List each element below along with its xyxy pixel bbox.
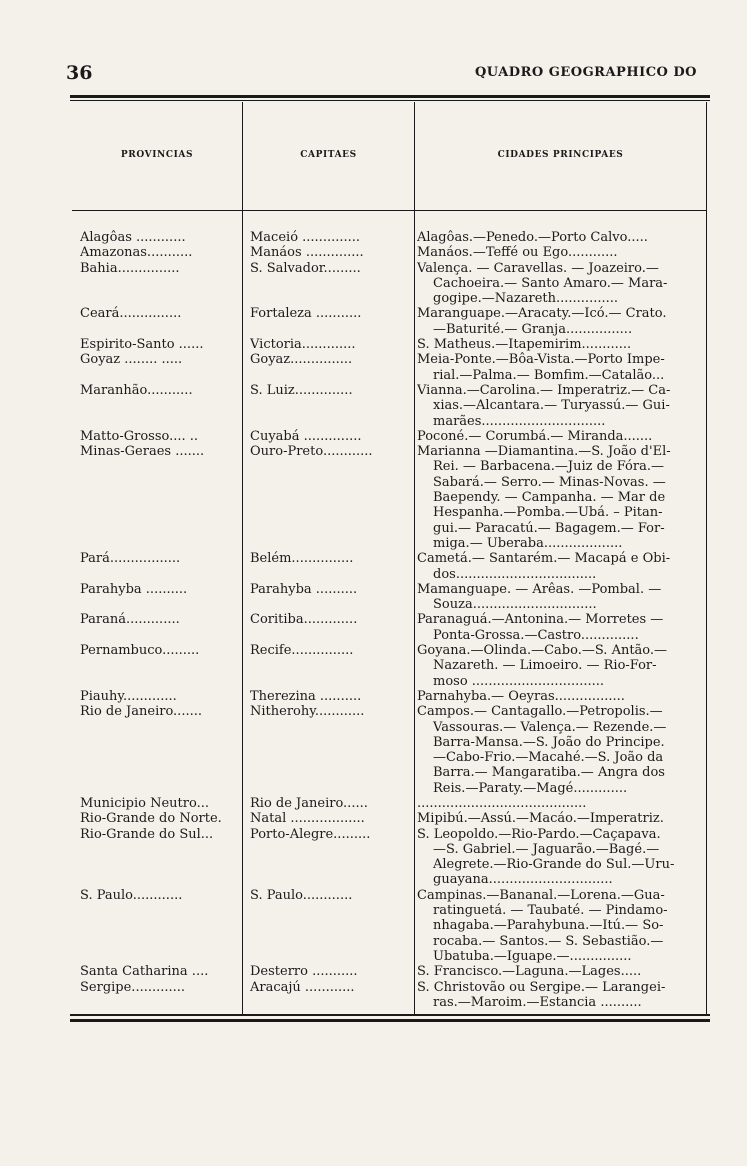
province-cell: Piauhy............. — [80, 688, 177, 704]
header-rule — [72, 210, 706, 211]
province-cell — [80, 857, 240, 872]
province-cell: Minas-Geraes ....... — [80, 444, 205, 460]
province-cell: Paraná............. — [80, 612, 180, 628]
cities-cell: miga.— Uberaba................... — [433, 535, 623, 551]
province-cell — [80, 459, 240, 474]
capital-cell — [250, 475, 412, 490]
province-cell — [80, 903, 240, 918]
capital-cell: Porto-Alegre......... — [250, 826, 371, 842]
top-double-rule — [70, 95, 710, 98]
province-cell — [80, 872, 240, 887]
province-cell: S. Paulo............ — [80, 887, 183, 903]
capital-cell: Natal .................. — [250, 811, 365, 827]
cities-cell: —Cabo-Frio.—Macahé.—S. João da — [433, 750, 664, 766]
capital-cell — [250, 291, 412, 306]
cities-cell: Campinas.—Bananal.—Lorena.—Gua- — [417, 887, 665, 903]
province-cell: Rio-Grande do Sul... — [80, 826, 214, 842]
cities-cell: S. Francisco.—Laguna.—Lages..... — [417, 964, 642, 980]
province-cell: Alagôas ............ — [80, 230, 186, 245]
province-cell: Municipio Neutro... — [80, 795, 209, 811]
capital-cell: Fortaleza ........... — [250, 306, 362, 322]
column-divider — [242, 102, 243, 1014]
cities-cell: Barra-Mansa.—S. João do Principe. — [433, 734, 665, 750]
cities-cell: gogipe.—Nazareth............... — [433, 291, 618, 307]
geographic-table — [72, 102, 708, 1014]
capital-cell: Goyaz............... — [250, 352, 353, 368]
cities-cell: ratinguetá. — Taubaté. — Pindamo- — [433, 903, 668, 919]
capital-cell — [250, 597, 412, 612]
capital-cell: Recife............... — [250, 643, 354, 659]
capital-cell: Aracajú ............ — [250, 979, 355, 995]
province-cell — [80, 597, 240, 612]
cities-cell: Baependy. — Campanha. — Mar de — [433, 490, 666, 506]
cities-cell: Ponta-Grossa.—Castro.............. — [433, 627, 639, 643]
capital-cell — [250, 857, 412, 872]
province-cell: Bahia............... — [80, 260, 180, 276]
cities-cell: Cachoeira.— Santo Amaro.— Mara- — [433, 275, 668, 291]
cities-cell: Marianna —Diamantina.—S. João d'El- — [417, 444, 671, 460]
capital-cell: S. Paulo............ — [250, 887, 353, 903]
cities-cell: Sabará.— Serro.— Minas-Novas. — — [433, 474, 666, 490]
capital-cell — [250, 720, 412, 735]
cities-cell: Barra.— Mangaratiba.— Angra dos — [433, 765, 665, 781]
province-cell: Pará................. — [80, 551, 181, 567]
capital-cell: Maceió .............. — [250, 230, 361, 245]
cities-cell: Valença. — Caravellas. — Joazeiro.— — [417, 260, 659, 276]
capital-cell — [250, 949, 412, 964]
cities-cell: Maranguape.—Aracaty.—Icó.— Crato. — [417, 306, 667, 322]
province-cell — [80, 291, 240, 306]
cities-cell: Poconé.— Corumbá.— Miranda....... — [417, 428, 653, 444]
province-cell: Parahyba .......... — [80, 581, 188, 597]
capital-cell: Nitherohy............ — [250, 704, 365, 720]
capital-cell — [250, 521, 412, 536]
capital-cell — [250, 934, 412, 949]
bottom-double-rule — [70, 1019, 710, 1022]
province-cell — [80, 995, 240, 1010]
province-cell: Amazonas........... — [80, 245, 193, 261]
capital-cell: Parahyba .......... — [250, 581, 358, 597]
province-cell — [80, 368, 240, 383]
bottom-thin-rule — [70, 1014, 710, 1016]
capital-cell: Belém............... — [250, 551, 354, 567]
province-cell — [80, 842, 240, 857]
cities-cell: Hespanha.—Pomba.—Ubá. – Pitan- — [433, 505, 663, 521]
cities-cell: ......................................... — [417, 795, 587, 811]
capital-cell: Ouro-Preto............ — [250, 444, 373, 460]
capital-cell: Rio de Janeiro...... — [250, 795, 368, 811]
cities-cell: ras.—Maroim.—Estancia .......... — [433, 994, 642, 1010]
capital-cell — [250, 842, 412, 857]
capital-cell — [250, 368, 412, 383]
province-cell — [80, 765, 240, 780]
cities-cell: xias.—Alcantara.— Turyassú.— Gui- — [433, 398, 670, 414]
capital-cell: Victoria............. — [250, 337, 356, 353]
page-number: 36 — [66, 62, 93, 84]
province-cell — [80, 398, 240, 413]
province-cell: Espirito-Santo ...... — [80, 337, 204, 353]
province-cell — [80, 505, 240, 520]
cities-cell: Campos.— Cantagallo.—Petropolis.— — [417, 704, 663, 720]
province-cell — [80, 781, 240, 796]
cities-cell: Cametá.— Santarém.— Macapá e Obi- — [417, 551, 671, 567]
province-cell — [80, 628, 240, 643]
province-cell: Goyaz ........ ..... — [80, 352, 183, 368]
province-cell — [80, 322, 240, 337]
cities-cell: Vassouras.— Valença.— Rezende.— — [433, 719, 667, 735]
cities-cell: Goyana.—Olinda.—Cabo.—S. Antão.— — [417, 643, 668, 659]
cities-cell: —S. Gabriel.— Jaguarão.—Bagé.— — [433, 841, 660, 857]
cities-cell: Alegrete.—Rio-Grande do Sul.—Uru- — [433, 857, 675, 873]
capital-cell — [250, 918, 412, 933]
cities-cell: Reis.—Paraty.—Magé............. — [433, 780, 628, 796]
cities-cell: gui.— Paracatú.— Bagagem.— For- — [433, 520, 665, 536]
capital-cell — [250, 490, 412, 505]
capital-cell: Cuyabá .............. — [250, 428, 362, 444]
cities-cell: S. Matheus.—Itapemirim............ — [417, 337, 632, 353]
capital-cell — [250, 322, 412, 337]
provinces-column — [80, 230, 240, 1010]
cities-cell: rocaba.— Santos.— S. Sebastião.— — [433, 933, 664, 949]
province-cell: Matto-Grosso.... .. — [80, 428, 199, 444]
province-cell — [80, 567, 240, 582]
province-cell: Pernambuco......... — [80, 643, 200, 659]
cities-cell: —Baturité.— Granja................ — [433, 321, 633, 337]
capital-cell — [250, 628, 412, 643]
cities-cell: Vianna.—Carolina.— Imperatriz.— Ca- — [417, 382, 671, 398]
cities-cell: rial.—Palma.— Bomfim.—Catalão... — [433, 367, 665, 383]
capital-cell: Therezina .......... — [250, 688, 362, 704]
province-cell — [80, 750, 240, 765]
cities-cell: Paranaguá.—Antonina.— Morretes — — [417, 612, 664, 628]
capital-cell — [250, 459, 412, 474]
capital-cell — [250, 674, 412, 689]
province-cell — [80, 934, 240, 949]
column-divider — [414, 102, 415, 1014]
province-cell — [80, 536, 240, 551]
cities-cell: Nazareth. — Limoeiro. — Rio-For- — [433, 658, 657, 674]
capital-cell: Desterro ........... — [250, 964, 358, 980]
province-cell — [80, 475, 240, 490]
province-cell — [80, 949, 240, 964]
province-cell: Ceará............... — [80, 306, 182, 322]
capital-cell — [250, 995, 412, 1010]
province-cell: Santa Catharina .... — [80, 964, 209, 980]
capital-cell — [250, 398, 412, 413]
cities-cell: Rei. — Barbacena.—Juiz de Fóra.— — [433, 459, 664, 475]
capital-cell — [250, 750, 412, 765]
capital-cell — [250, 765, 412, 780]
top-thin-rule — [70, 100, 710, 101]
cities-cell: Souza.............................. — [433, 597, 597, 613]
cities-cell: Mamanguape. — Arêas. —Pombal. — — [417, 581, 662, 597]
capital-cell — [250, 903, 412, 918]
capital-cell: Manáos .............. — [250, 245, 364, 261]
header-cities: CIDADES PRINCIPAES — [497, 150, 624, 160]
cities-cell: dos.................................. — [433, 566, 597, 582]
cities-column — [417, 230, 705, 1010]
cities-cell: moso ................................ — [433, 673, 605, 689]
capitals-column — [250, 230, 412, 1010]
capital-cell — [250, 567, 412, 582]
cities-cell: S. Christovão ou Sergipe.— Larangei- — [417, 979, 666, 995]
header-provinces: PROVINCIAS — [120, 150, 194, 160]
capital-cell — [250, 536, 412, 551]
province-cell — [80, 735, 240, 750]
cities-cell: S. Leopoldo.—Rio-Pardo.—Caçapava. — [417, 826, 661, 842]
capital-cell — [250, 505, 412, 520]
capital-cell — [250, 658, 412, 673]
province-cell — [80, 414, 240, 429]
province-cell — [80, 276, 240, 291]
capital-cell — [250, 276, 412, 291]
cities-cell: marães.............................. — [433, 413, 606, 429]
running-title: QUADRO GEOGRAPHICO DO — [474, 65, 697, 80]
province-cell: Sergipe............. — [80, 979, 186, 995]
cities-cell: guayana.............................. — [433, 872, 613, 888]
cities-cell: Alagôas.—Penedo.—Porto Calvo..... — [417, 230, 648, 245]
cities-cell: Meia-Ponte.—Bôa-Vista.—Porto Impe- — [417, 352, 665, 368]
cities-cell: Mipibú.—Assú.—Macáo.—Imperatriz. — [417, 811, 664, 827]
province-cell — [80, 521, 240, 536]
capital-cell: S. Salvador......... — [250, 260, 361, 276]
province-cell: Rio de Janeiro....... — [80, 704, 202, 720]
cities-cell: Manáos.—Teffé ou Ego............ — [417, 245, 618, 261]
header-capitals: CAPITAES — [300, 150, 357, 160]
table-right-border — [706, 102, 707, 1014]
capital-cell — [250, 872, 412, 887]
cities-cell: Ubatuba.—Iguape.—............... — [433, 948, 632, 964]
province-cell — [80, 674, 240, 689]
province-cell: Maranhão........... — [80, 382, 193, 398]
cities-cell: nhagaba.—Parahybuna.—Itú.— So- — [433, 918, 664, 934]
province-cell — [80, 720, 240, 735]
capital-cell — [250, 735, 412, 750]
cities-cell: Parnahyba.— Oeyras................. — [417, 688, 625, 704]
province-cell — [80, 918, 240, 933]
province-cell: Rio-Grande do Norte. — [80, 811, 222, 827]
capital-cell: S. Luiz.............. — [250, 382, 353, 398]
capital-cell: Coritiba............. — [250, 612, 358, 628]
capital-cell — [250, 414, 412, 429]
capital-cell — [250, 781, 412, 796]
province-cell — [80, 490, 240, 505]
province-cell — [80, 658, 240, 673]
